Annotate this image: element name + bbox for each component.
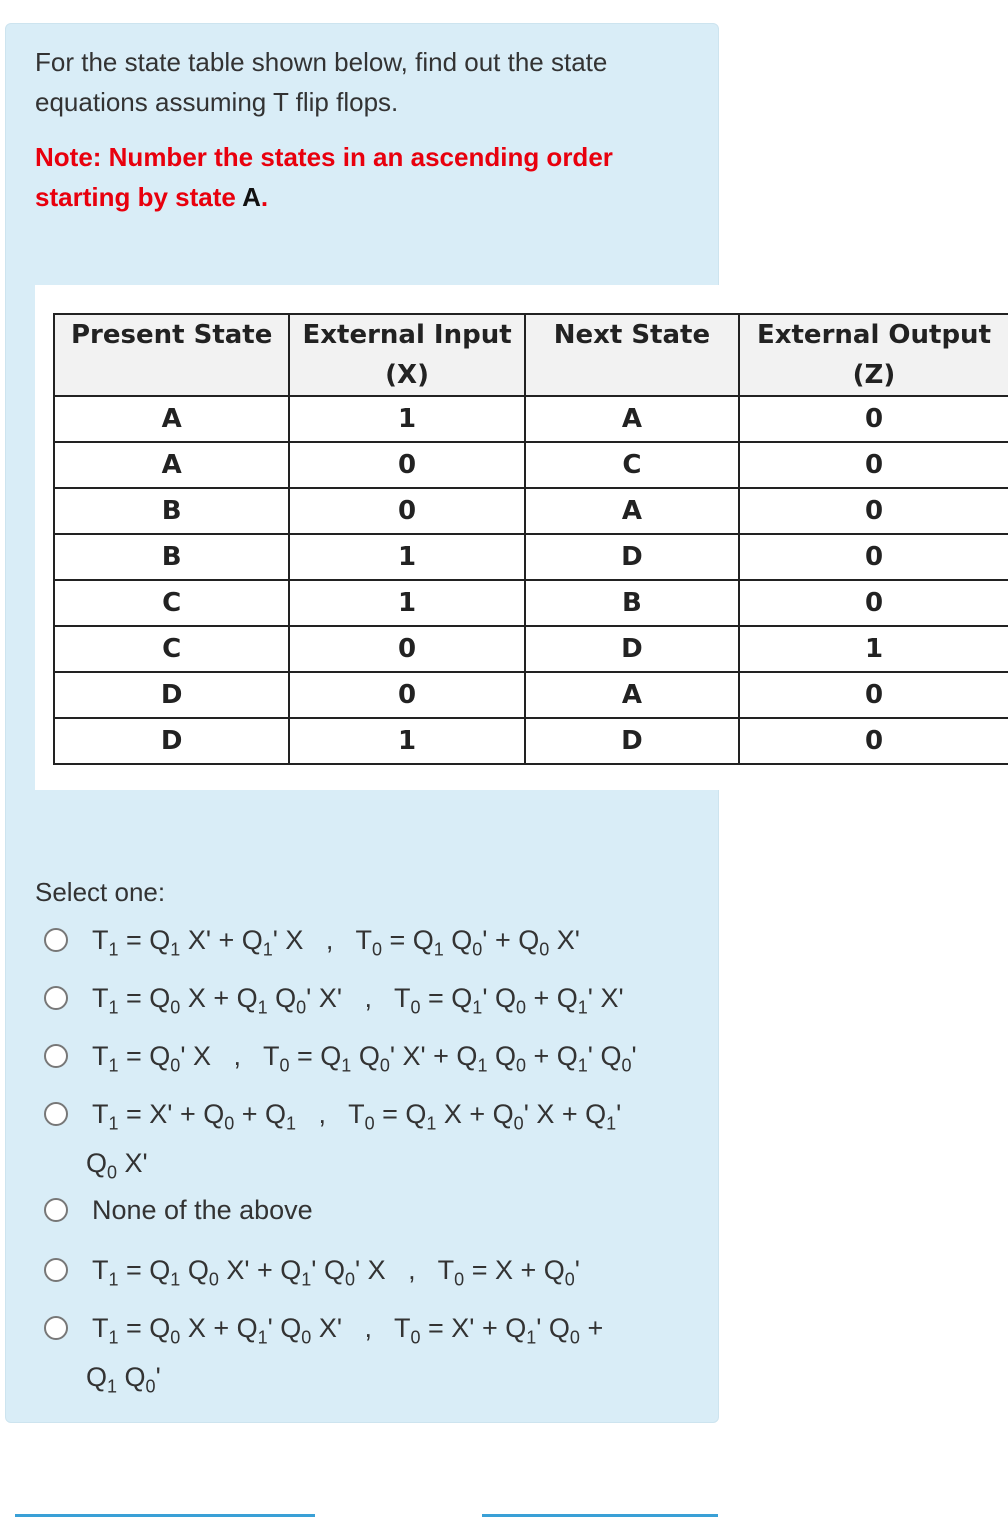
- subscript: 0: [145, 1376, 156, 1397]
- table-cell: D: [525, 718, 739, 764]
- header-present-state: Present State: [54, 314, 289, 396]
- table-row: [54, 580, 1008, 626]
- option-text: = Q: [374, 1099, 427, 1129]
- option-text: + Q: [234, 1099, 287, 1129]
- table-cell: A: [525, 396, 739, 442]
- option-text: None of the above: [92, 1195, 313, 1225]
- option-text: ' Q: [482, 983, 516, 1013]
- table-cell: 1: [739, 626, 1008, 672]
- option-text-line: [86, 1143, 621, 1192]
- option-text-line: [92, 1094, 621, 1143]
- option-text: ': [616, 1099, 622, 1129]
- table-cell: 0: [739, 580, 1008, 626]
- subscript: 1: [262, 939, 273, 960]
- option-text: = Q: [118, 983, 171, 1013]
- option-text: T: [92, 925, 109, 955]
- table-row: [54, 396, 1008, 442]
- subscript: 1: [108, 1055, 119, 1076]
- subscript: 0: [344, 1269, 355, 1290]
- option-text: X' , T: [311, 1313, 411, 1343]
- subscript: 1: [108, 997, 119, 1018]
- option-text: ' Q: [536, 1313, 570, 1343]
- table-cell: C: [54, 626, 289, 672]
- radio-button[interactable]: [44, 1258, 68, 1282]
- subscript: 0: [170, 997, 181, 1018]
- option-text: + Q: [525, 1041, 578, 1071]
- subscript: 1: [257, 997, 268, 1018]
- option-text: Q: [443, 925, 473, 955]
- state-table-image: [35, 285, 1008, 790]
- subscript: 0: [279, 1055, 290, 1076]
- table-row: [54, 626, 1008, 672]
- option-text: X' + Q: [218, 1255, 302, 1285]
- subscript: 0: [410, 1327, 421, 1348]
- table-cell: 0: [739, 442, 1008, 488]
- subscript: 0: [472, 939, 483, 960]
- header-external-input: External Input (X): [289, 314, 524, 396]
- option-text: X': [117, 1148, 148, 1179]
- subscript: 0: [564, 1269, 575, 1290]
- subscript: 1: [477, 1055, 488, 1076]
- subscript: 0: [208, 1269, 219, 1290]
- option-text: T: [92, 1255, 109, 1285]
- option-text: ' X , T: [180, 1041, 280, 1071]
- subscript: 0: [410, 997, 421, 1018]
- subscript: 1: [472, 997, 483, 1018]
- option-text: Q: [86, 1148, 108, 1179]
- table-cell: D: [54, 672, 289, 718]
- table-cell: C: [525, 442, 739, 488]
- note-state: A: [242, 182, 261, 212]
- subscript: 1: [301, 1269, 312, 1290]
- table-cell: 0: [739, 488, 1008, 534]
- subscript: 1: [107, 1376, 118, 1397]
- note-text: Note: Number the states in an ascending order starting by state: [35, 142, 613, 212]
- subscript: 1: [526, 1327, 537, 1348]
- answer-option-7[interactable]: [44, 1308, 603, 1407]
- table-row: [54, 672, 1008, 718]
- option-text: X + Q: [180, 983, 258, 1013]
- table-cell: 0: [289, 626, 524, 672]
- option-text: Q: [86, 1362, 108, 1393]
- option-text: Q: [267, 983, 297, 1013]
- subscript: 1: [170, 939, 181, 960]
- header-next-state: Next State: [525, 314, 739, 396]
- note-end: .: [260, 182, 269, 212]
- table-cell: 0: [739, 396, 1008, 442]
- table-cell: B: [54, 488, 289, 534]
- option-text: ' X' + Q: [389, 1041, 478, 1071]
- answer-option-2[interactable]: [44, 978, 624, 1027]
- table-cell: 1: [289, 580, 524, 626]
- option-text: Q: [117, 1362, 146, 1393]
- answer-option-3[interactable]: [44, 1036, 637, 1085]
- option-text: +: [579, 1313, 604, 1343]
- option-text: ' + Q: [482, 925, 540, 955]
- option-text: T: [92, 1313, 109, 1343]
- subscript: 1: [108, 1113, 119, 1134]
- table-cell: D: [525, 534, 739, 580]
- table-cell: 0: [289, 488, 524, 534]
- subscript: 0: [569, 1327, 580, 1348]
- table-row: [54, 442, 1008, 488]
- answer-option-4[interactable]: [44, 1094, 621, 1193]
- subscript: 0: [513, 1113, 524, 1134]
- table-cell: C: [54, 580, 289, 626]
- option-text: Q: [351, 1041, 380, 1071]
- option-text-line: [92, 978, 624, 1027]
- option-text: ': [574, 1255, 580, 1285]
- option-text: ' Q: [267, 1313, 302, 1343]
- option-text: + Q: [526, 983, 578, 1013]
- subscript: 0: [296, 997, 307, 1018]
- option-text: X + Q: [180, 1313, 258, 1343]
- subscript: 0: [107, 1162, 118, 1183]
- state-table: [53, 313, 1008, 765]
- answer-option-6[interactable]: [44, 1250, 580, 1299]
- option-text: Q: [487, 1041, 516, 1071]
- subscript: 0: [364, 1113, 375, 1134]
- table-cell: B: [54, 534, 289, 580]
- option-text: T: [92, 983, 109, 1013]
- table-cell: 0: [739, 672, 1008, 718]
- table-cell: D: [54, 718, 289, 764]
- option-text: ' Q: [587, 1041, 622, 1071]
- subscript: 1: [433, 939, 444, 960]
- table-row: [54, 488, 1008, 534]
- option-text: X + Q: [436, 1099, 514, 1129]
- option-text: X': [549, 925, 580, 955]
- table-cell: 1: [289, 718, 524, 764]
- table-cell: D: [525, 626, 739, 672]
- table-cell: 0: [739, 534, 1008, 580]
- subscript: 0: [224, 1113, 235, 1134]
- subscript: 1: [170, 1269, 181, 1290]
- question-text: For the state table shown below, find out the state equations assuming T flip flops.: [35, 47, 608, 117]
- table-cell: 0: [289, 672, 524, 718]
- subscript: 1: [108, 1269, 119, 1290]
- table-cell: A: [54, 396, 289, 442]
- select-one-label: Select one:: [35, 877, 166, 907]
- radio-button[interactable]: [44, 1198, 68, 1222]
- table-cell: 1: [289, 396, 524, 442]
- table-cell: A: [525, 488, 739, 534]
- option-text: ' X , T: [354, 1255, 455, 1285]
- option-text: ' X': [587, 983, 624, 1013]
- option-text-line: [86, 1357, 603, 1406]
- subscript: 1: [577, 997, 588, 1018]
- header-external-output: External Output (Z): [739, 314, 1008, 396]
- subscript: 1: [606, 1113, 617, 1134]
- option-text: = Q: [118, 1041, 171, 1071]
- table-cell: A: [54, 442, 289, 488]
- subscript: 0: [301, 1327, 312, 1348]
- option-text: ' X + Q: [523, 1099, 607, 1129]
- option-text: , T: [296, 1099, 365, 1129]
- option-text: ': [155, 1362, 161, 1393]
- subscript: 0: [379, 1055, 390, 1076]
- table-cell: B: [525, 580, 739, 626]
- table-cell: A: [525, 672, 739, 718]
- subscript: 0: [515, 997, 526, 1018]
- option-text: ' Q: [311, 1255, 345, 1285]
- option-text: X' + Q: [180, 925, 263, 955]
- option-text: = X + Q: [464, 1255, 565, 1285]
- subscript: 0: [621, 1055, 632, 1076]
- table-row: [54, 718, 1008, 764]
- option-text: ' X' , T: [306, 983, 411, 1013]
- option-text: = Q: [381, 925, 434, 955]
- subscript: 0: [170, 1055, 181, 1076]
- option-text-line: [92, 1190, 313, 1230]
- radio-button[interactable]: [44, 1102, 68, 1126]
- option-text: Q: [180, 1255, 209, 1285]
- subscript: 0: [371, 939, 382, 960]
- radio-button[interactable]: [44, 1044, 68, 1068]
- subscript: 1: [577, 1055, 588, 1076]
- option-text: ': [631, 1041, 637, 1071]
- table-cell: 1: [289, 534, 524, 580]
- option-text: = Q: [118, 1255, 171, 1285]
- option-text: = X' + Q: [420, 1313, 527, 1343]
- radio-button[interactable]: [44, 928, 68, 952]
- option-text: = Q: [420, 983, 473, 1013]
- subscript: 1: [286, 1113, 297, 1134]
- subscript: 1: [108, 939, 119, 960]
- option-text: = Q: [118, 925, 171, 955]
- answer-option-1[interactable]: [44, 920, 580, 969]
- answer-option-5[interactable]: [44, 1190, 313, 1230]
- option-text-line: [92, 1250, 580, 1299]
- table-cell: 0: [289, 442, 524, 488]
- subscript: 0: [515, 1055, 526, 1076]
- option-text: T: [92, 1041, 109, 1071]
- question-note: [35, 137, 675, 217]
- option-text: T: [92, 1099, 109, 1129]
- option-text: = X' + Q: [118, 1099, 225, 1129]
- subscript: 0: [454, 1269, 465, 1290]
- subscript: 1: [257, 1327, 268, 1348]
- subscript: 1: [341, 1055, 352, 1076]
- table-row: [54, 534, 1008, 580]
- subscript: 0: [170, 1327, 181, 1348]
- radio-button[interactable]: [44, 1316, 68, 1340]
- subscript: 1: [108, 1327, 119, 1348]
- option-text-line: [92, 1036, 637, 1085]
- option-text: = Q: [289, 1041, 342, 1071]
- subscript: 0: [539, 939, 550, 960]
- table-cell: 0: [739, 718, 1008, 764]
- option-text-line: [92, 1308, 603, 1357]
- radio-button[interactable]: [44, 986, 68, 1010]
- option-text: ' X , T: [272, 925, 372, 955]
- table-header-row: [54, 314, 1008, 396]
- subscript: 1: [426, 1113, 437, 1134]
- option-text: = Q: [118, 1313, 171, 1343]
- option-text-line: [92, 920, 580, 969]
